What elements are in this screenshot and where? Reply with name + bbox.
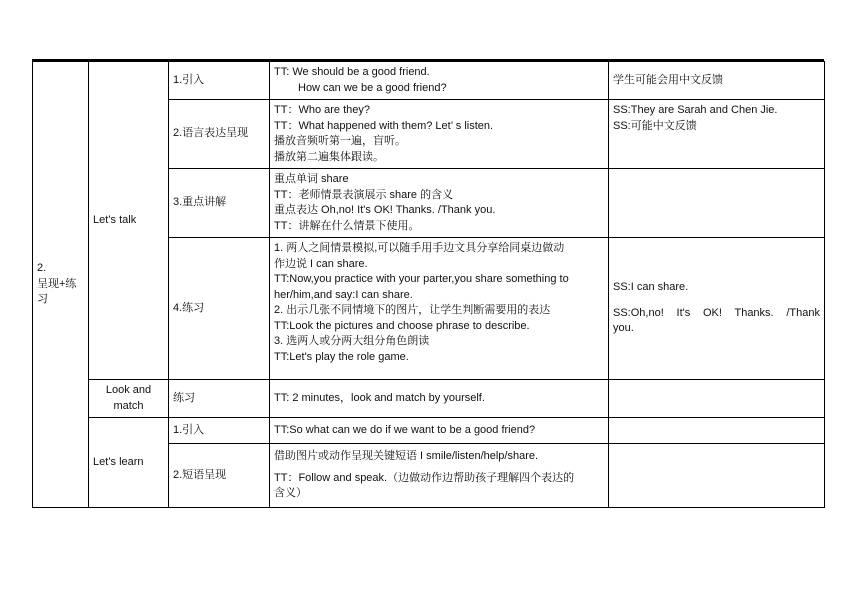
activity-line: 1. 两人之间情景模拟,可以随手用手边文具分享给同桌边做动: [274, 242, 565, 254]
step-cell: 1.引入: [169, 62, 270, 100]
section-label-line: Look and: [105, 384, 152, 396]
feedback-cell: [609, 169, 825, 238]
activity-line: TT：Who are they?: [274, 104, 370, 116]
activity-line: TT:Look the pictures and choose phrase to describe.: [274, 319, 530, 332]
activity-line: 播放音频听第一遍，盲听。: [274, 135, 406, 147]
activity-cell: [270, 169, 609, 238]
section-lets-talk: Let’s talk: [89, 62, 169, 380]
stage-name-line2: 习: [37, 293, 48, 306]
step-cell: 2.短语呈现: [169, 444, 270, 508]
activity-line: TT: 2 minutes，look and match by yourself.: [274, 391, 485, 404]
feedback-line: you.: [613, 322, 634, 335]
activity-line: 借助图片或动作呈现关键短语 I smile/listen/help/share.: [274, 450, 539, 463]
stage-name-line1: 呈现+练: [37, 277, 77, 290]
feedback-line: SS:可能中文反馈: [613, 119, 697, 132]
feedback-line: 学生可能会用中文反馈: [613, 73, 723, 86]
feedback-line: SS:They are Sarah and Chen Jie.: [613, 104, 778, 116]
activity-line: How can we be a good friend?: [298, 81, 447, 94]
stage-number: 2.: [37, 262, 47, 275]
activity-cell: [270, 238, 609, 380]
activity-line: TT: We should be a good friend.: [274, 66, 430, 78]
activity-line: her/him,and say:I can share.: [274, 288, 413, 301]
activity-cell: [270, 100, 609, 169]
activity-line: 播放第二遍集体跟读。: [274, 150, 384, 163]
feedback-cell: [609, 100, 825, 169]
step-cell: 1.引入: [169, 418, 270, 444]
activity-cell: [270, 418, 609, 444]
activity-line: TT：老师情景表演展示 share 的含义: [274, 188, 454, 201]
activity-line: 重点单词 share: [274, 173, 349, 185]
table-row: [33, 418, 825, 444]
step-cell: 2.语言表达呈现: [169, 100, 270, 169]
activity-line: 2. 出示几张不同情境下的图片，让学生判断需要用的表达: [274, 304, 551, 316]
feedback-cell: [609, 380, 825, 418]
stage-cell: [33, 62, 89, 508]
activity-line: TT:So what can we do if we want to be a good friend?: [274, 423, 536, 436]
spacer: [613, 296, 820, 306]
activity-line: TT：讲解在什么情景下使用。: [274, 219, 420, 232]
activity-cell: [270, 380, 609, 418]
activity-line: TT：What happened with them? Let’ s listen.: [274, 119, 494, 132]
lesson-plan-table: [32, 61, 825, 508]
step-cell: 4.练习: [169, 238, 270, 380]
step-cell: 练习: [169, 380, 270, 418]
activity-cell: [270, 444, 609, 508]
feedback-line: SS:Oh,no! It's OK! Thanks. /Thank: [613, 306, 820, 319]
feedback-cell: [609, 62, 825, 100]
activity-line: 含义）: [274, 487, 307, 500]
step-cell: 3.重点讲解: [169, 169, 270, 238]
section-look-and-match: [89, 380, 169, 418]
table-row: [33, 380, 825, 418]
activity-line: TT:Now,you practice with your parter,you share something to: [274, 273, 569, 285]
feedback-line: SS:I can share.: [613, 281, 689, 294]
activity-line: 3. 选两人或分两大组分角色朗读: [274, 335, 430, 347]
feedback-cell: [609, 444, 825, 508]
activity-line: 作边说 I can share.: [274, 257, 368, 270]
feedback-cell: [609, 238, 825, 380]
activity-cell: [270, 62, 609, 100]
activity-line: TT：Follow and speak.（边做动作边帮助孩子理解四个表达的: [274, 471, 575, 484]
activity-line: 重点表达 Oh,no! It's OK! Thanks. /Thank you.: [274, 204, 496, 216]
section-lets-learn: Let’s learn: [89, 418, 169, 508]
activity-line: TT:Let's play the role game.: [274, 350, 409, 363]
section-label-line: match: [113, 399, 144, 412]
feedback-cell: [609, 418, 825, 444]
table-row: [33, 62, 825, 100]
